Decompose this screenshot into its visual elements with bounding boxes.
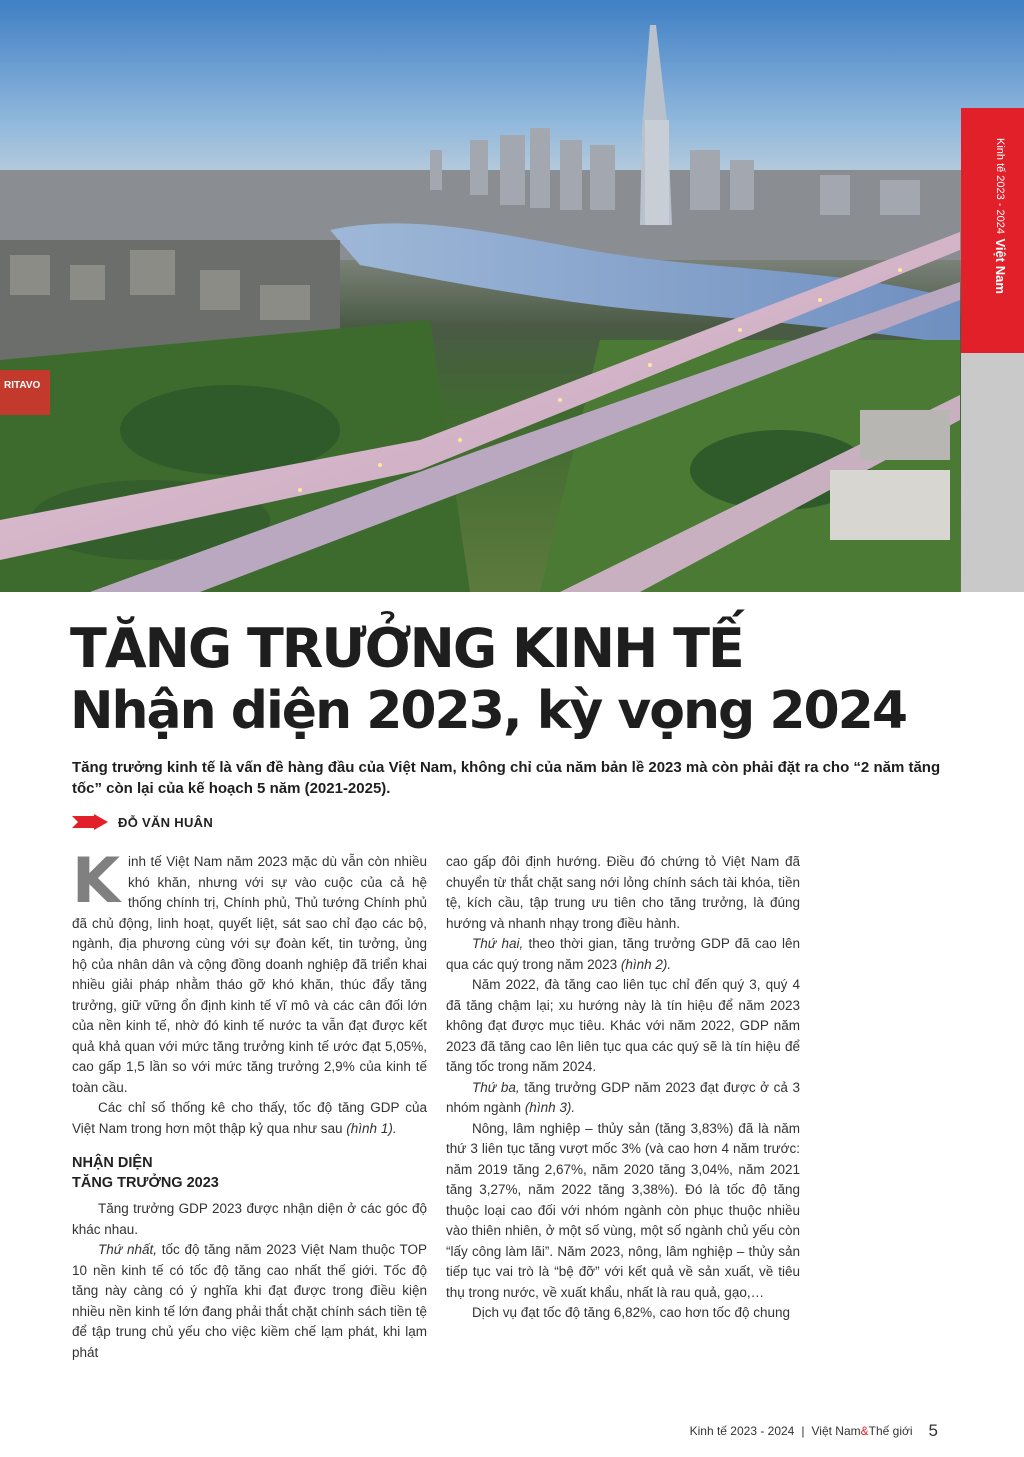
figure-reference: (hình 2).: [620, 956, 672, 972]
paragraph-text: inh tế Việt Nam năm 2023 mặc dù vẫn còn nhiều khó khăn, nhưng với sự vào cuộc của cả hệ thống chính trị, Chính phủ, Thủ tướng Chính phủ đã chủ động, linh hoạt, quyết liệt, sát sao chỉ đạo các bộ, ngành, địa phương cùng với sự đoàn kết, tin tưởng, ủng hộ của nhân dân và cộng đồng doanh nghiệp đã triển khai nhiều giải pháp nhằm tháo gỡ khó khăn, thúc đẩy tăng trưởng, giữ vững ổn định kinh tế vĩ mô và các cân đối lớn của nền kinh tế, nhờ đó kinh tế nước ta vẫn đạt được kết quả khả quan với mức tăng trưởng kinh tế ước đạt 5,05%, cao gấp 1,5 lần so với mức tăng trưởng 2,9% của kinh tế toàn cầu.: [72, 854, 427, 1095]
headline-line2: Nhận diện 2023, kỳ vọng 2024: [70, 681, 907, 741]
section-tab: [961, 108, 1024, 353]
footer-separator: |: [801, 1424, 805, 1438]
paragraph: Năm 2022, đà tăng cao liên tục chỉ đến quý 3, quý 4 đã tăng chậm lại; xu hướng này là tín hiệu để năm 2023 không đạt được mục tiêu. Khác với năm 2022, GDP năm 2023 đã tăng cao lên liên tục qua các quý sẽ là tín hiệu để tăng tốc trong năm 2024.: [446, 977, 800, 1074]
footer-ampersand: &: [860, 1424, 869, 1438]
section-heading: [72, 1153, 427, 1193]
article-column-right: [446, 852, 800, 1324]
section-heading-line2: TĂNG TRƯỞNG 2023: [72, 1175, 219, 1191]
section-tab-line1: Kinh tế 2023 - 2024: [994, 138, 1006, 235]
paragraph-text: theo thời gian, tăng trưởng GDP đã cao lên qua các quý trong năm 2023: [446, 936, 800, 972]
paragraph: [72, 1240, 427, 1363]
paragraph: [72, 844, 427, 1098]
paragraph-lead-in: Thứ nhất,: [98, 1242, 158, 1257]
section-tab-line2: Việt Nam: [993, 238, 1008, 294]
hero-cityscape-photo: [0, 0, 1024, 592]
figure-reference: (hình 1).: [346, 1120, 397, 1136]
article-column-left: [72, 844, 427, 1363]
page-footer: [690, 1421, 938, 1441]
byline: [72, 812, 213, 832]
cityscape-illustration: [0, 0, 1024, 592]
paragraph: cao gấp đôi định hướng. Điều đó chứng tỏ Việt Nam đã chuyển từ thắt chặt sang nới lỏng chính sách tài khóa, tiền tệ, kích cầu, tập trung ưu tiên cho tăng trưởng, là đúng hướng và nhanh nhạy trong điều hành.: [446, 854, 800, 931]
figure-reference: (hình 3).: [524, 1100, 576, 1115]
footer-magazine-a: Việt Nam: [811, 1424, 861, 1438]
section-heading-line1: NHẬN DIỆN: [72, 1155, 153, 1171]
paragraph-lead-in: Thứ hai,: [472, 936, 524, 951]
section-tab-grey-block: [961, 353, 1024, 592]
paragraph: [446, 1078, 800, 1119]
drop-cap: K: [72, 844, 121, 917]
paragraph: [72, 1098, 427, 1139]
article-lead: Tăng trưởng kinh tế là vấn đề hàng đầu của Việt Nam, không chỉ của năm bản lề 2023 mà còn phải đặt ra cho “2 năm tăng tốc” còn lại của kế hoạch 5 năm (2021-2025).: [72, 759, 941, 797]
arrow-right-icon: [72, 814, 108, 830]
paragraph-text: tăng trưởng GDP năm 2023 đạt được ở cả 3 nhóm ngành: [446, 1079, 800, 1115]
footer-publication: Kinh tế 2023 - 2024: [689, 1424, 795, 1438]
paragraph: Nông, lâm nghiệp – thủy sản (tăng 3,83%) đã là năm thứ 3 liên tục tăng vượt mốc 3% (và cao hơn 4 năm trước: năm 2019 tăng 2,67%, năm 2020 tăng 3,04%, năm 2021 tăng 3,27%, năm 2022 tăng 3,38%). Đó là tốc độ tăng thuộc loại cao đối với nhóm ngành còn phục thuộc nhiều vào thiên nhiên, ở một số vùng, một số ngành chủ yếu còn “lấy công làm lãi”. Năm 2023, nông, lâm nghiệp – thủy sản tiếp tục vai trò là “bệ đỡ” với kết quả về sản xuất, về tiêu thụ trong nước, về xuất khẩu, nhất là rau quả, gạo,…: [446, 1120, 800, 1300]
page-number: 5: [928, 1421, 938, 1440]
paragraph-text: Các chỉ số thống kê cho thấy, tốc độ tăng GDP của Việt Nam trong hơn một thập kỷ qua như sau: [72, 1100, 427, 1136]
billboard-text: RITAVO: [4, 380, 41, 391]
author-name: ĐỖ VĂN HUÂN: [118, 814, 214, 830]
paragraph-lead-in: Thứ ba,: [472, 1079, 520, 1095]
section-tab-label: [979, 138, 1007, 294]
paragraph-text: tốc độ tăng năm 2023 Việt Nam thuộc TOP 10 nền kinh tế có tốc độ tăng cao nhất thế giới. Tốc độ tăng này càng có ý nghĩa khi đạt được trong điều kiện nhiều nền kinh tế lớn đang phải thắt chặt chính sách tiền tệ để tập trung chủ yếu cho việc kiềm chế lạm phát, khi lạm phát: [72, 1242, 427, 1360]
headline-line1: TĂNG TRƯỞNG KINH TẾ: [70, 617, 743, 680]
footer-magazine-b: Thế giới: [868, 1424, 913, 1438]
paragraph: Dịch vụ đạt tốc độ tăng 6,82%, cao hơn tốc độ chung: [472, 1305, 791, 1320]
paragraph: [446, 934, 800, 975]
paragraph: Tăng trưởng GDP 2023 được nhận diện ở các góc độ khác nhau.: [72, 1201, 427, 1237]
